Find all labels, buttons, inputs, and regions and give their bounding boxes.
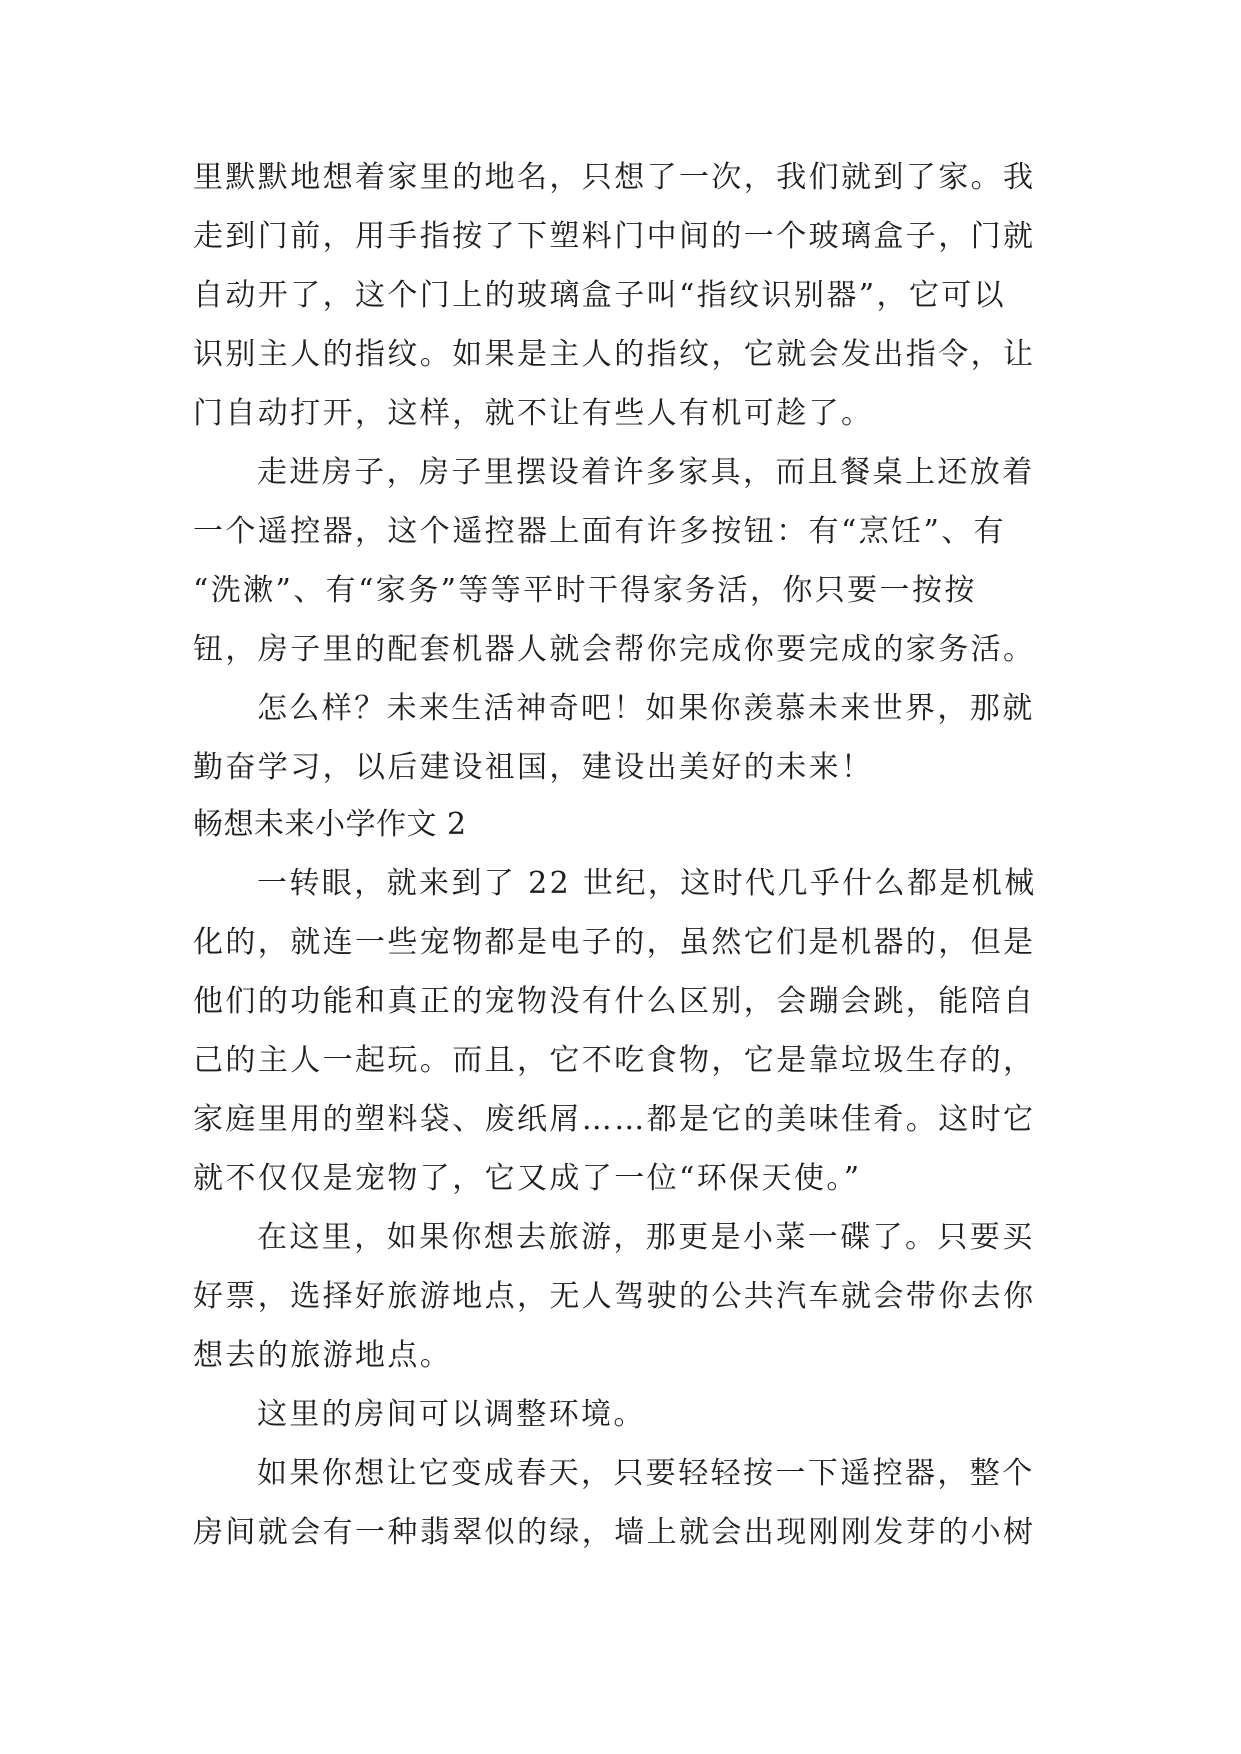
paragraph-start-line: 在这里，如果你想去旅游，那更是小菜一碟了。只要买 [257,1220,1035,1255]
text-line: 己的主人一起玩。而且，它不吃食物，它是靠垃圾生存的， [193,1043,1036,1078]
text-line: 走到门前，用手指按了下塑料门中间的一个玻璃盒子，门就 [193,219,1036,254]
paragraph-start-line: 怎么样？未来生活神奇吧！如果你羡慕未来世界，那就 [257,691,1035,726]
paragraph-start-line: 一转眼，就来到了 22 世纪，这时代几乎什么都是机械 [257,866,1037,901]
text-line: “洗漱”、有“家务”等等平时干得家务活，你只要一按按 [193,573,977,608]
text-line: 门自动打开，这样，就不让有些人有机可趁了。 [193,396,874,431]
text-line: 想去的旅游地点。 [193,1338,453,1373]
text-line: 里默默地想着家里的地名，只想了一次，我们就到了家。我 [193,160,1036,195]
text-line: 钮，房子里的配套机器人就会帮你完成你要完成的家务活。 [193,632,1036,667]
text-line: 家庭里用的塑料袋、废纸屑……都是它的美味佳肴。这时它 [193,1102,1036,1137]
text-line: 就不仅仅是宠物了，它又成了一位“环保天使。” [193,1161,862,1196]
text-line: 自动开了，这个门上的玻璃盒子叫“指纹识别器”，它可以 [193,278,1007,313]
text-line: 好票，选择好旅游地点，无人驾驶的公共汽车就会带你去你 [193,1279,1036,1314]
text-line: 勤奋学习，以后建设祖国，建设出美好的未来！ [193,750,874,785]
text-line: 一个遥控器，这个遥控器上面有许多按钮：有“烹饪”、有 [193,514,1007,549]
text-line: 房间就会有一种翡翠似的绿，墙上就会出现刚刚发芽的小树 [193,1515,1036,1550]
text-line: 化的，就连一些宠物都是电子的，虽然它们是机器的，但是 [193,925,1036,960]
paragraph-start-line: 如果你想让它变成春天，只要轻轻按一下遥控器，整个 [257,1456,1035,1491]
paragraph-start-line: 这里的房间可以调整环境。 [257,1397,646,1432]
text-line: 识别主人的指纹。如果是主人的指纹，它就会发出指令，让 [193,337,1036,372]
paragraph-start-line: 走进房子，房子里摆设着许多家具，而且餐桌上还放着 [257,455,1035,490]
section-heading: 畅想未来小学作文 2 [193,807,467,842]
text-line: 他们的功能和真正的宠物没有什么区别，会蹦会跳，能陪自 [193,984,1036,1019]
